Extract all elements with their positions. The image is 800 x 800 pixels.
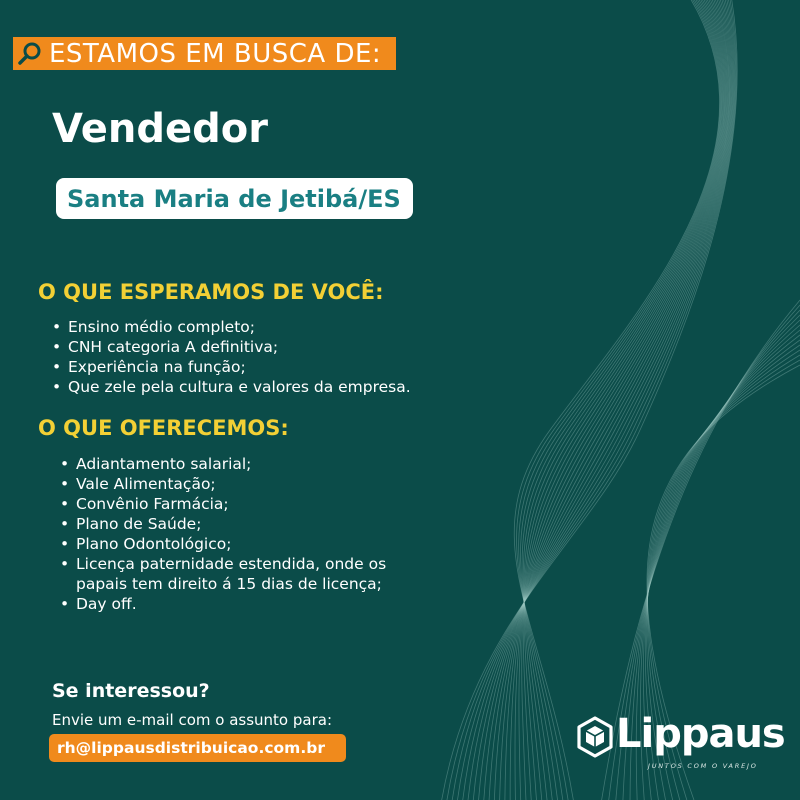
list-item: • Que zele pela cultura e valores da empresa. [52,377,411,397]
interest-heading: Se interessou? [52,680,210,702]
wave-line [523,0,723,800]
list-item: • Plano Odontológico; [60,534,386,554]
offers-heading: O QUE OFERECEMOS: [38,416,289,440]
wave-line [522,0,726,800]
email-badge[interactable] [49,734,346,762]
list-item: • Licença paternidade estendida, onde os [60,554,386,574]
wave-line [522,0,722,800]
brand-logo [576,711,785,774]
location-text: Santa Maria de Jetibá/ES [67,184,401,213]
list-item: • CNH categoria A definitiva; [52,337,411,357]
list-item: • Plano de Saúde; [60,514,386,534]
location-badge [56,178,413,219]
list-item: • Convênio Farmácia; [60,494,386,514]
continuation-text: papais tem direito á 15 dias de licença; [76,575,382,593]
expectations-list [52,317,411,397]
wave-line [517,0,721,800]
wave-line [519,0,721,800]
list-item: • Day off. [60,594,386,614]
expectations-heading: O QUE ESPERAMOS DE VOCÊ: [38,280,384,304]
search-icon [17,41,43,67]
wave-line [483,0,731,800]
banner-text: ESTAMOS EM BUSCA DE: [49,38,382,69]
wave-line [462,0,735,800]
wave-line [519,0,726,800]
send-instruction: Envie um e-mail com o assunto para: [52,711,332,729]
list-item: • Vale Alimentação; [60,474,386,494]
wave-line [505,0,729,800]
list-item: • Experiência na função; [52,357,411,377]
list-item-continuation [60,574,386,594]
wave-line [445,0,736,800]
wave-line [467,0,733,800]
cube-logo-icon [576,716,614,758]
email-address[interactable]: rh@lippausdistribuicao.com.br [57,739,325,757]
wave-line [514,0,719,800]
wave-line [451,0,736,800]
list-item: • Ensino médio completo; [52,317,411,337]
job-title: Vendedor [52,106,268,152]
search-banner [13,37,396,70]
brand-tagline: JUNTOS COM O VAREJO [648,762,758,770]
brand-name: Lippaus [616,711,785,757]
wave-line [524,0,724,800]
offers-list [60,454,386,614]
wave-line [489,0,731,800]
list-item: • Adiantamento salarial; [60,454,386,474]
